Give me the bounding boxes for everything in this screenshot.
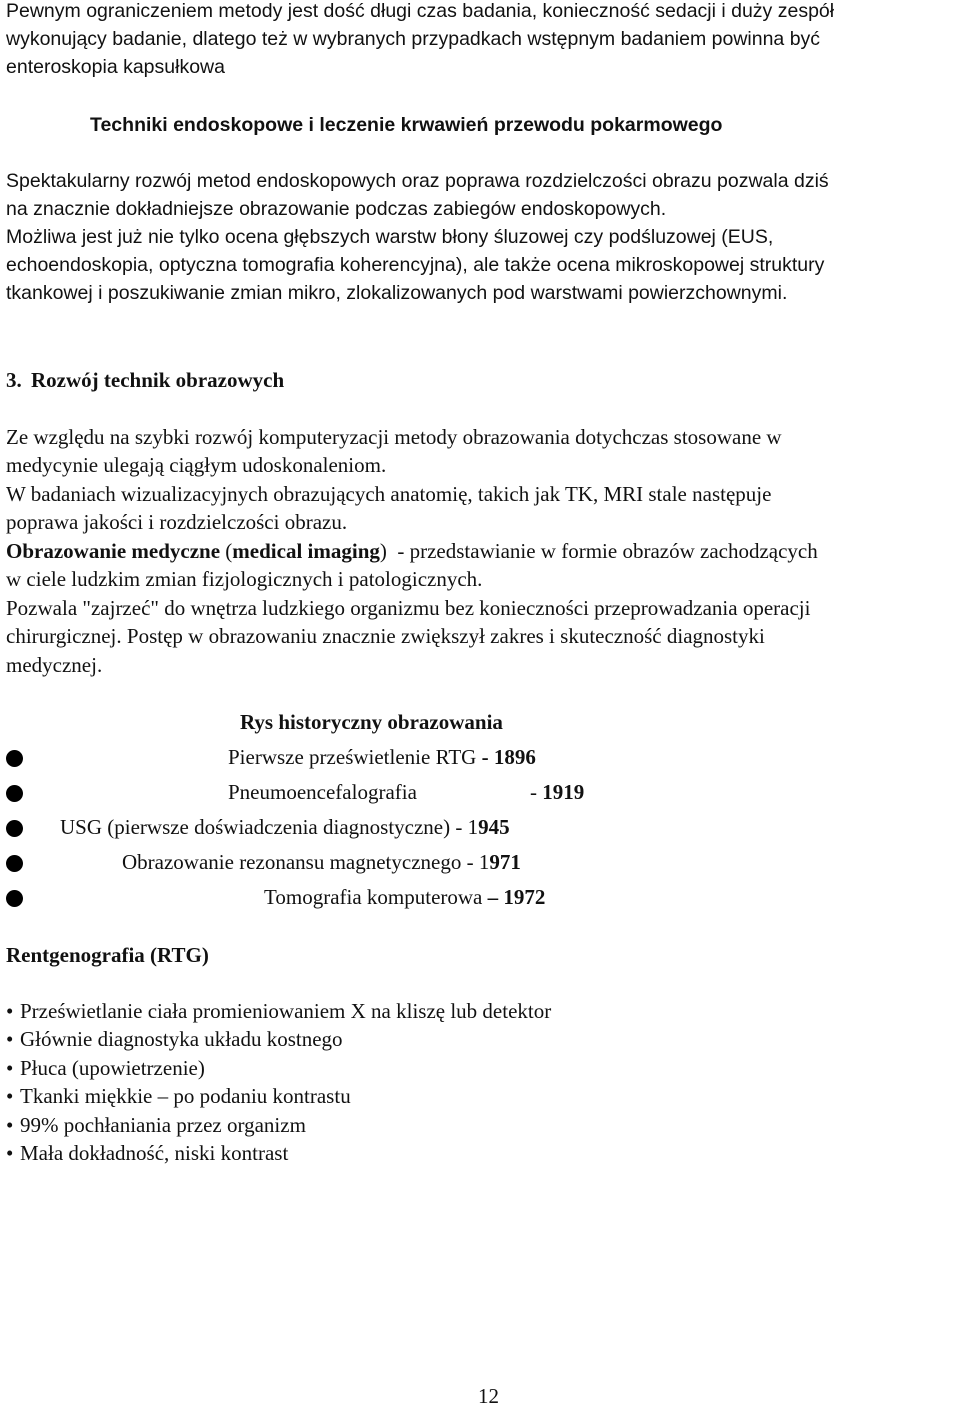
imaging-more-line-3: medycznej. (6, 653, 103, 677)
history-item-sep: - (530, 780, 543, 804)
history-item-4 (122, 850, 521, 875)
history-item-year: 971 (489, 850, 521, 874)
endoscopy-line-5: tkankowej i poszukiwanie zmian mikro, zlokalizowanych pod warstwami powierzchownymi. (6, 282, 788, 304)
bullet-dot-icon: • (6, 1027, 14, 1051)
section-endoscopy-title: Techniki endoskopowe i leczenie krwawień przewodu pokarmowego (90, 114, 723, 136)
rtg-bullet-text: Tkanki miękkie – po podaniu kontrastu (20, 1084, 351, 1108)
history-item-year: 1919 (542, 780, 585, 804)
section-3-heading (6, 368, 284, 393)
intro-line-2: wykonujący badanie, dlatego też w wybranych przypadkach wstępnym badaniem powinna być (6, 28, 821, 50)
rtg-bullet-item (6, 999, 551, 1024)
history-item-year: 945 (478, 815, 510, 839)
page-number: 12 (478, 1384, 499, 1408)
bullet-dot-icon: • (6, 1056, 14, 1080)
rtg-bullet-text: 99% pochłaniania przez organizm (20, 1113, 306, 1137)
history-bullet-icon (6, 820, 23, 837)
definition-paren-open: ( (225, 539, 233, 563)
history-item-sep: – (482, 885, 504, 909)
imaging-line-2: medycynie ulegają ciągłym udoskonaleniom. (6, 453, 387, 477)
bullet-dot-icon: • (6, 999, 14, 1023)
definition-line-1 (6, 539, 818, 564)
history-item-year: 1972 (503, 885, 546, 909)
history-title: Rys historyczny obrazowania (240, 710, 503, 734)
history-item-sep: - (476, 745, 494, 769)
history-item-label: Obrazowanie rezonansu magnetycznego - 1 (122, 850, 490, 874)
history-item-2 (228, 780, 417, 805)
endoscopy-line-3: Możliwa jest już nie tylko ocena głębszych warstw błony śluzowej czy podśluzowej (EUS, (6, 226, 774, 248)
history-item-label: Pneumoencefalografia (228, 780, 417, 804)
section-3-title: Rozwój technik obrazowych (31, 368, 285, 392)
definition-term: Obrazowanie medyczne (6, 539, 221, 563)
history-item-label: Pierwsze prześwietlenie RTG (228, 745, 477, 769)
section-3-number: 3. (6, 368, 22, 392)
history-bullet-icon (6, 855, 23, 872)
rtg-bullet-text: Płuca (upowietrzenie) (20, 1056, 205, 1080)
history-item-2-date (530, 780, 584, 805)
rtg-bullet-item (6, 1084, 351, 1109)
intro-line-1: Pewnym ograniczeniem metody jest dość długi czas badania, konieczność sedacji i duży zespół (6, 0, 835, 22)
definition-paren-close: ) (379, 539, 387, 563)
imaging-more-line-2: chirurgicznej. Postęp w obrazowaniu znacznie zwiększył zakres i skuteczność diagnostyki (6, 624, 765, 648)
imaging-line-3: W badaniach wizualizacyjnych obrazujących anatomię, takich jak TK, MRI stale następuje (6, 482, 772, 506)
intro-line-3: enteroskopia kapsułkowa (6, 56, 225, 78)
definition-rest: - przedstawianie w formie obrazów zachodzących (386, 539, 818, 563)
imaging-line-1: Ze względu na szybki rozwój komputeryzacji metody obrazowania dotychczas stosowane w (6, 425, 782, 449)
bullet-dot-icon: • (6, 1113, 14, 1137)
definition-line-2: w ciele ludzkim zmian fizjologicznych i patologicznych. (6, 567, 483, 591)
history-item-5 (264, 885, 545, 910)
rtg-bullet-item (6, 1056, 205, 1081)
rtg-bullet-item (6, 1113, 306, 1138)
history-bullet-icon (6, 785, 23, 802)
rtg-bullet-text: Mała dokładność, niski kontrast (20, 1141, 289, 1165)
endoscopy-line-1: Spektakularny rozwój metod endoskopowych oraz poprawa rozdzielczości obrazu pozwala dziś (6, 170, 829, 192)
history-bullet-icon (6, 890, 23, 907)
history-bullet-icon (6, 750, 23, 767)
history-item-3 (60, 815, 510, 840)
history-item-year: 1896 (493, 745, 536, 769)
bullet-dot-icon: • (6, 1084, 14, 1108)
imaging-more-line-1: Pozwala "zajrzeć" do wnętrza ludzkiego organizmu bez konieczności przeprowadzania operacji (6, 596, 811, 620)
endoscopy-line-2: na znacznie dokładniejsze obrazowanie podczas zabiegów endoskopowych. (6, 198, 667, 220)
definition-term-en: medical imaging (232, 539, 380, 563)
rtg-bullet-text: Prześwietlanie ciała promieniowaniem X na kliszę lub detektor (20, 999, 552, 1023)
bullet-dot-icon: • (6, 1141, 14, 1165)
rtg-bullet-item (6, 1141, 288, 1166)
imaging-line-4: poprawa jakości i rozdzielczości obrazu. (6, 510, 348, 534)
rtg-title: Rentgenografia (RTG) (6, 943, 209, 967)
endoscopy-line-4: echoendoskopia, optyczna tomografia koherencyjna), ale także ocena mikroskopowej struktury (6, 254, 825, 276)
history-item-label: USG (pierwsze doświadczenia diagnostyczne) - 1 (60, 815, 479, 839)
rtg-bullet-item (6, 1027, 343, 1052)
rtg-bullet-text: Głównie diagnostyka układu kostnego (20, 1027, 343, 1051)
history-item-label: Tomografia komputerowa (264, 885, 483, 909)
history-item-1 (228, 745, 536, 770)
